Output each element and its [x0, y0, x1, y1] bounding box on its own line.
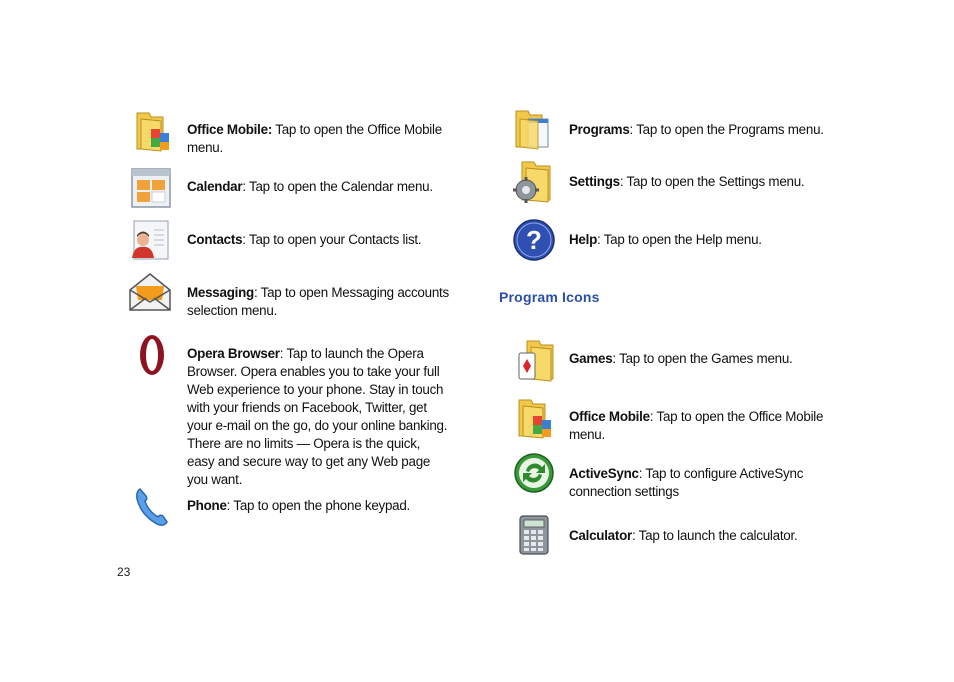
calendar-entry	[187, 178, 449, 196]
office-mobile-entry-right	[569, 408, 839, 444]
svg-text:?: ?	[526, 225, 542, 255]
messaging-envelope-icon	[128, 270, 172, 314]
phone-handset-icon	[131, 485, 175, 529]
entry-title: Opera Browser	[187, 346, 280, 361]
entry-title: Phone	[187, 498, 227, 513]
games-entry	[569, 350, 839, 368]
activesync-entry	[569, 465, 839, 501]
office-mobile-folder-icon	[133, 109, 177, 153]
messaging-entry	[187, 284, 449, 320]
entry-title: ActiveSync	[569, 466, 639, 481]
entry-title: Office Mobile	[569, 409, 650, 424]
calculator-entry	[569, 527, 839, 545]
entry-title: Calendar	[187, 179, 243, 194]
office-mobile-entry	[187, 121, 449, 157]
entry-description: Tap to open the Office Mobile menu.	[187, 122, 442, 155]
entry-description: : Tap to open the Games menu.	[612, 351, 793, 366]
entry-title: Help	[569, 232, 598, 247]
entry-description: : Tap to open the phone keypad.	[226, 498, 411, 513]
calculator-icon	[512, 513, 556, 557]
contacts-icon	[128, 218, 172, 262]
entry-title: Messaging	[187, 285, 254, 300]
help-entry	[569, 231, 839, 249]
phone-entry	[187, 497, 449, 515]
entry-title: Programs	[569, 122, 630, 137]
calendar-icon	[129, 166, 173, 210]
entry-title: Contacts	[187, 232, 243, 247]
settings-entry	[569, 173, 839, 191]
activesync-icon	[512, 451, 556, 495]
entry-description: : Tap to open Messaging accounts selection menu.	[187, 285, 449, 318]
programs-entry	[569, 121, 839, 139]
entry-description: : Tap to open the Office Mobile menu.	[569, 409, 824, 442]
entry-title: Office Mobile:	[187, 122, 273, 137]
entry-description: : Tap to launch the calculator.	[631, 528, 798, 543]
section-heading: Program Icons	[499, 289, 600, 305]
entry-description: : Tap to open the Programs menu.	[629, 122, 824, 137]
games-folder-icon	[515, 339, 559, 383]
page-number: 23	[117, 565, 131, 579]
entry-description: : Tap to open your Contacts list.	[242, 232, 422, 247]
opera-browser-entry	[187, 345, 449, 489]
entry-description: : Tap to open the Calendar menu.	[242, 179, 433, 194]
office-mobile-folder-icon	[515, 396, 559, 440]
programs-folder-icon	[512, 107, 556, 151]
entry-title: Settings	[569, 174, 620, 189]
opera-browser-icon	[130, 333, 174, 377]
entry-description: : Tap to launch the Opera Browser. Opera enables you to take your full Web experience to your phone. Stay in touch with your friends on Facebook, Twitter, get your e-mail on the go, do your online banking. There are no limits — Opera is the quick, easy and secure way to get any Web page you want.	[187, 346, 448, 487]
entry-description: : Tap to open the Help menu.	[597, 232, 762, 247]
entry-description: : Tap to configure ActiveSync connection settings	[569, 466, 804, 499]
help-icon	[512, 218, 556, 262]
settings-folder-icon	[512, 160, 556, 204]
contacts-entry	[187, 231, 449, 249]
entry-title: Calculator	[569, 528, 632, 543]
entry-description: : Tap to open the Settings menu.	[619, 174, 805, 189]
entry-title: Games	[569, 351, 613, 366]
